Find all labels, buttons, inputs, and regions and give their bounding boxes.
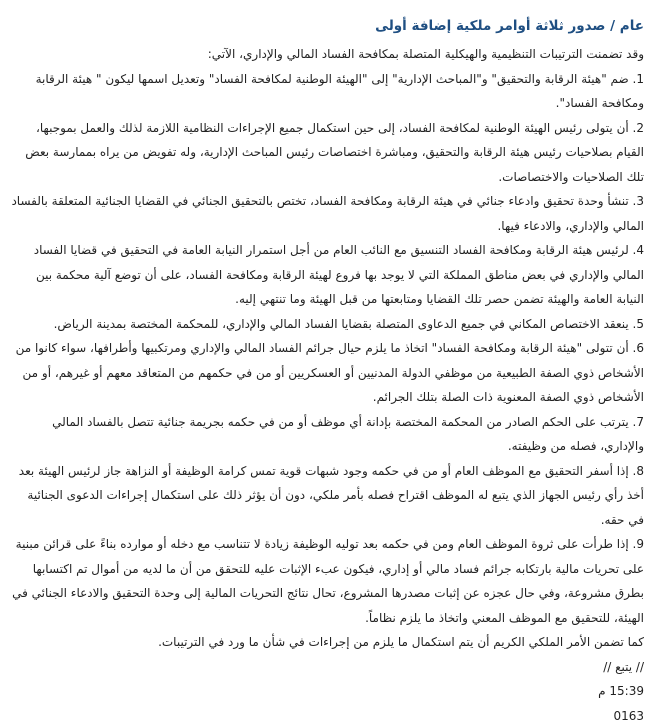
list-item: 8. إذا أسفر التحقيق مع الموظف العام أو من في حكمه وجود شبهات قوية تمس كرامة الوظيفة أو النزاهة جاز لرئيس الهيئة بعد أخذ رأي رئيس الجهاز الذي يتبع له الموظف اقتراح فصله بأمر ملكي، دون أن يؤثر ذلك على استكمال إجراءات الدعوى الجنائية في حقه. <box>10 459 644 533</box>
list-item: 3. تنشأ وحدة تحقيق وادعاء جنائي في هيئة الرقابة ومكافحة الفساد، تختص بالتحقيق الجنائي في القضايا الجنائية المتعلقة بالفساد المالي والإداري، والادعاء فيها. <box>10 189 644 238</box>
arrangements-list <box>10 67 644 631</box>
follow-marker: // يتبع // <box>10 655 644 680</box>
article-closing: كما تضمن الأمر الملكي الكريم أن يتم استكمال ما يلزم من إجراءات في شأن ما ورد في الترتيبات. <box>10 630 644 655</box>
dispatch-code: 0163 <box>10 704 644 728</box>
list-item: 4. لرئيس هيئة الرقابة ومكافحة الفساد التنسيق مع النائب العام من أجل استمرار النيابة العامة في التحقيق في قضايا الفساد المالي والإداري في بعض مناطق المملكة التي لا يوجد بها فروع لهيئة الرقابة ومكافحة الفساد، على أن توضع آلية محكمة بين النيابة العامة والهيئة تضمن حصر تلك القضايا ومتابعتها من قبل الهيئة وما تنتهي إليه. <box>10 238 644 312</box>
timestamp: 15:39 م <box>10 679 644 704</box>
list-item: 1. ضم "هيئة الرقابة والتحقيق" و"المباحث الإدارية" إلى "الهيئة الوطنية لمكافحة الفساد" وتعديل اسمها ليكون " هيئة الرقابة ومكافحة الفساد". <box>10 67 644 116</box>
list-item: 5. ينعقد الاختصاص المكاني في جميع الدعاوى المتصلة بقضايا الفساد المالي والإداري، للمحكمة المختصة بمدينة الرياض. <box>10 312 644 337</box>
article-headline: عام / صدور ثلاثة أوامر ملكية إضافة أولى <box>10 16 644 36</box>
list-item: 9. إذا طرأت على ثروة الموظف العام ومن في حكمه بعد توليه الوظيفة زيادة لا تتناسب مع دخله أو موارده بناءً على قرائن مبنية على تحريات مالية بارتكابه جرائم فساد مالي أو إداري، فيكون عبء الإثبات عليه للتحقق من أن ما لديه من أموال تم اكتسابها بطرق مشروعة، وفي حال عجزه عن إثبات مصدرها المشروع، تحال نتائج التحريات المالية إلى وحدة التحقيق والادعاء الجنائي في الهيئة، للتحقيق مع الموظف المعني واتخاذ ما يلزم نظاماً. <box>10 532 644 630</box>
list-item: 2. أن يتولى رئيس الهيئة الوطنية لمكافحة الفساد، إلى حين استكمال جميع الإجراءات النظامية اللازمة لذلك والعمل بموجبها، القيام بصلاحيات رئيس هيئة الرقابة والتحقيق، ومباشرة اختصاصات رئيس المباحث الإدارية، وله تفويض من يراه بممارسة بعض تلك الصلاحيات والاختصاصات. <box>10 116 644 190</box>
list-item: 6. أن تتولى "هيئة الرقابة ومكافحة الفساد" اتخاذ ما يلزم حيال جرائم الفساد المالي والإداري ومرتكبيها وأطرافها، سواء كانوا من الأشخاص ذوي الصفة الطبيعية من موظفي الدولة المدنيين أو العسكريين أو من في حكمهم من المتعاقد معهم أو غيرهم، أو من الأشخاص ذوي الصفة المعنوية ذات الصلة بتلك الجرائم. <box>10 336 644 410</box>
list-item: 7. يترتب على الحكم الصادر من المحكمة المختصة بإدانة أي موظف أو من في حكمه بجريمة جنائية تتصل بالفساد المالي والإداري، فصله من وظيفته. <box>10 410 644 459</box>
article-intro: وقد تضمنت الترتيبات التنظيمية والهيكلية المتصلة بمكافحة الفساد المالي والإداري، الآتي: <box>10 42 644 67</box>
